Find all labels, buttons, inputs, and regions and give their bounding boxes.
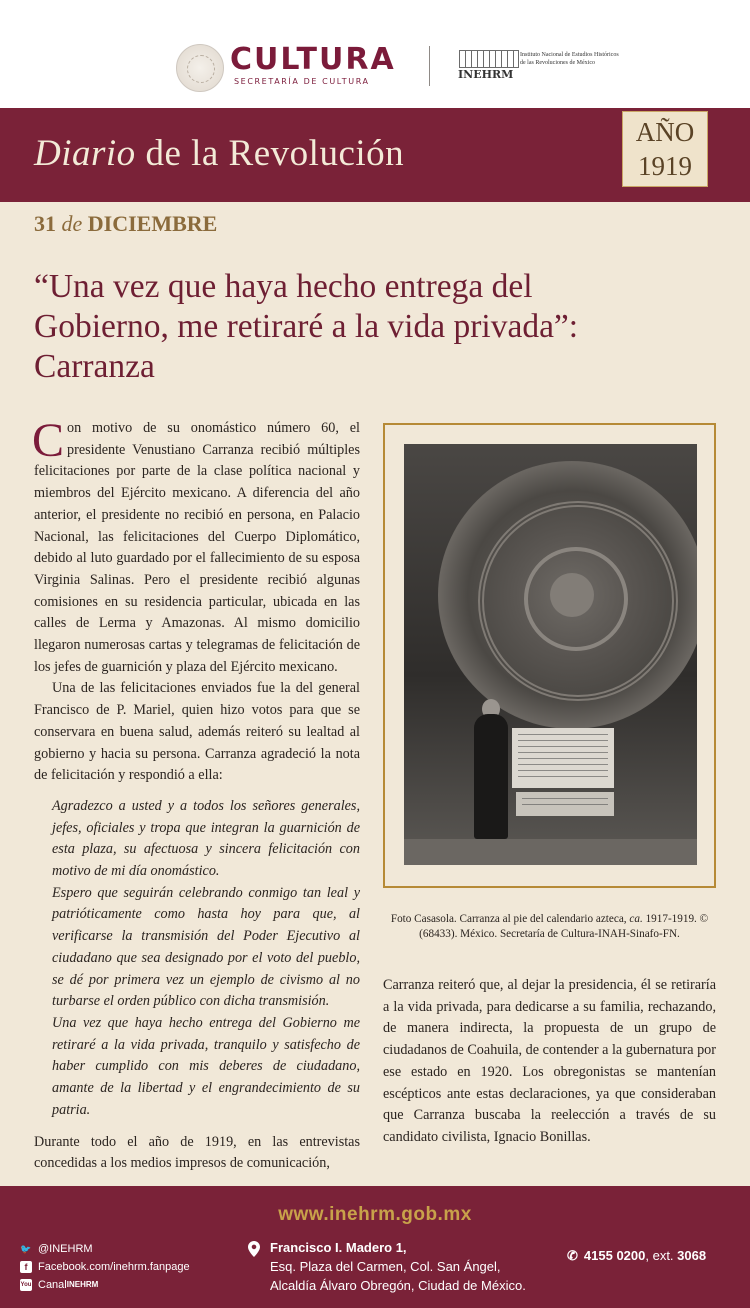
quote-paragraph-1: Agradezco a usted y a todos los señores generales, jefes, oficiales y tropa que integran la guarnición de esta plaza, su afectuosa y sincera felicitación con motivo de mi día onomástico. bbox=[52, 797, 360, 880]
paragraph-3: Durante todo el año de 1919, en las entrevistas concedidas a los medios impresos de comunicación, bbox=[34, 1133, 360, 1172]
paragraph-2: Una de las felicitaciones enviados fue la del general Francisco de P. Mariel, quien hizo votos para que se conservara en buena salud, además reiteró su lealtad al gobierno y hacia su persona. Carranza agradeció la nota de felicitación y respondió a ella: bbox=[34, 680, 360, 784]
header bbox=[0, 0, 750, 108]
address-line-2: Esq. Plaza del Carmen, Col. San Ángel, bbox=[270, 1259, 501, 1274]
date-day: 31 bbox=[34, 211, 56, 236]
phone-icon: ✆ bbox=[567, 1248, 578, 1263]
youtube-icon: You bbox=[20, 1279, 32, 1291]
article-right-column bbox=[383, 975, 716, 1149]
drop-cap: C bbox=[32, 414, 65, 467]
cultura-subtitle: SECRETARÍA DE CULTURA bbox=[234, 77, 370, 86]
photo-caption bbox=[383, 912, 716, 942]
date-de: de bbox=[61, 211, 83, 236]
inehrm-logo-text: INEHRM bbox=[458, 68, 514, 81]
address-block bbox=[248, 1238, 526, 1295]
twitter-handle: @INEHRM bbox=[38, 1243, 93, 1255]
paragraph-1-text: on motivo de su onomástico número 60, el presidente Venustiano Carranza recibió múltiples felicitaciones por parte de la clase política nacional y miembros del Ejército mexicano. A diferencia del año anterior, el presidente no recibió en persona, en Palacio Nacional, las felicitaciones del Cuerpo Diplomático, debido al luto guardado por el fallecimiento de su esposa Virginia Salinas. Pero el presidente recibió algunas comisiones en su residencia particular, ubicada en las calles de Lerma y Amazonas. Al mismo domicilio llegaron numerosas cartas y telegramas de felicitación de los jefes de guarnición y plaza del Ejército mexicano. bbox=[34, 420, 360, 675]
title-banner bbox=[0, 108, 750, 202]
date-line bbox=[34, 211, 217, 237]
diario-title-italic: Diario bbox=[34, 133, 136, 174]
phone-number: 4155 0200 bbox=[583, 1248, 646, 1263]
caption-text-1: Foto Casasola. Carranza al pie del calendario azteca, bbox=[390, 913, 630, 925]
location-pin-icon bbox=[248, 1241, 260, 1257]
year-value: 1919 bbox=[638, 151, 692, 181]
paragraph-1 bbox=[32, 414, 360, 678]
photo-frame bbox=[383, 423, 716, 888]
carranza-figure bbox=[474, 714, 508, 839]
youtube-channel: INEHRM bbox=[66, 1280, 99, 1289]
headline: “Una vez que haya hecho entrega del Gobierno, me retiraré a la vida privada”: Carranza bbox=[34, 268, 579, 385]
article-left-column bbox=[32, 414, 360, 1175]
phone-ext: 3068 bbox=[677, 1248, 707, 1263]
inehrm-description: Instituto Nacional de Estudios Históricos de las Revoluciones de México bbox=[520, 52, 619, 66]
header-divider bbox=[429, 46, 430, 86]
paragraph-4: Carranza reiteró que, al dejar la presidencia, él se retiraría a la vida privada, para dedicarse a su familia, rechazando, de manera indirecta, la propuesta de un grupo de ciudadanos de Coahuila, de contender a la gubernatura por ese estado en 1920. Los obregonistas se mantenían escépticos ante estas declaraciones, ya que consideraban que Carranza buscaba la reelección a través de su candidato civilista, Ignacio Bonillas. bbox=[383, 977, 716, 1145]
inehrm-building-icon bbox=[459, 50, 519, 68]
year-box bbox=[622, 111, 708, 187]
phone-block[interactable] bbox=[567, 1248, 706, 1264]
historical-photo bbox=[404, 444, 697, 865]
caption-ca: ca. bbox=[629, 913, 643, 925]
mexico-coat-of-arms-icon bbox=[176, 44, 224, 92]
diario-title-rest: de la Revolución bbox=[135, 133, 405, 174]
twitter-link[interactable] bbox=[20, 1240, 190, 1258]
facebook-url: Facebook.com/inehrm.fanpage bbox=[38, 1261, 190, 1273]
phone-ext-label: , ext. bbox=[645, 1248, 678, 1263]
address-line-1: Francisco I. Madero 1, bbox=[270, 1240, 407, 1255]
quote-paragraph-2: Espero que seguirán celebrando conmigo tan leal y patrióticamente como hasta hoy para que, al verificarse la transmisión del Poder Ejecutivo al ciudadano que sea designado por el voto del pueblo, se dé por primera vez un ejemplo de civismo al no turbarse el orden público con dicha transmisión. bbox=[52, 884, 360, 1010]
cultura-logo-text: CULTURA bbox=[230, 42, 396, 77]
youtube-link[interactable] bbox=[20, 1276, 190, 1294]
youtube-label: Canal bbox=[38, 1279, 67, 1291]
address-line-3: Alcaldía Álvaro Obregón, Ciudad de México. bbox=[270, 1278, 526, 1293]
caption-text-2: 1917-1919. © (68433). México. Secretaría de Cultura-INAH-Sinafo-FN. bbox=[419, 913, 709, 940]
social-links bbox=[20, 1240, 190, 1294]
stone-plaque bbox=[512, 728, 614, 788]
footer bbox=[0, 1186, 750, 1308]
facebook-link[interactable] bbox=[20, 1258, 190, 1276]
quote-paragraph-3: Una vez que haya hecho entrega del Gobierno me retiraré a la vida privada, tranquilo y satisfecho de haber cumplido con mis deberes de ciudadano, amante de la libertad y el engrandecimiento de su patria. bbox=[52, 1014, 360, 1118]
year-label: AÑO bbox=[635, 117, 695, 147]
twitter-icon: 🐦 bbox=[20, 1244, 32, 1254]
diario-title bbox=[34, 132, 404, 175]
photo-inscription-plaque bbox=[516, 792, 614, 816]
website-link[interactable]: www.inehrm.gob.mx bbox=[278, 1204, 472, 1225]
date-month: DICIEMBRE bbox=[87, 211, 218, 236]
letter-quote bbox=[52, 796, 360, 1122]
facebook-icon: f bbox=[20, 1261, 32, 1273]
